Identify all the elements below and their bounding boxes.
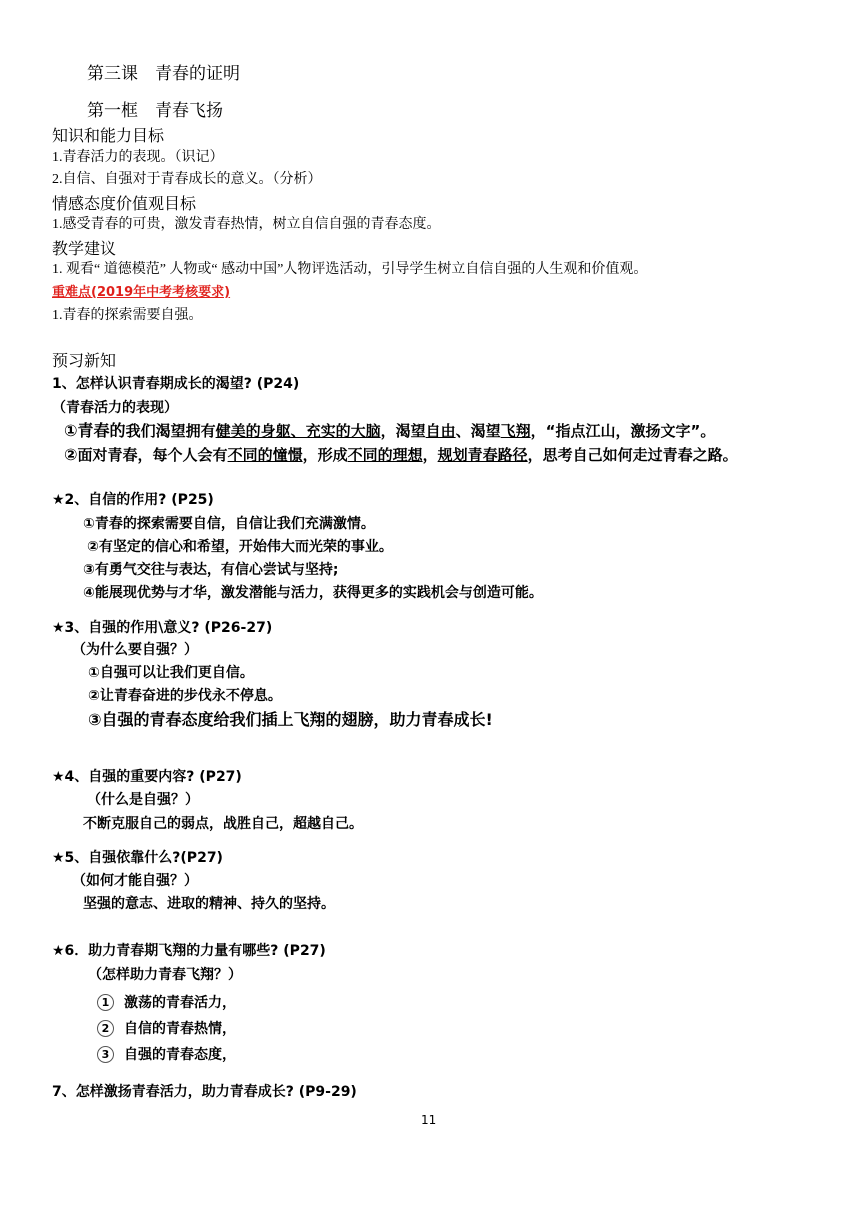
q4-sub: （什么是自强？） bbox=[87, 792, 199, 808]
q4-question: ★4、自强的重要内容? (P27) bbox=[52, 769, 242, 785]
q4-answer: 不断克服自己的弱点，战胜自己，超越自己。 bbox=[83, 816, 363, 832]
key-item-1: 1.青春的探索需要自强。 bbox=[52, 308, 203, 323]
q3-answer-1: ①自强可以让我们更自信。 bbox=[88, 665, 254, 681]
q2-question: ★2、自信的作用? (P25) bbox=[52, 492, 214, 508]
q6-sub: （怎样助力青春飞翔？） bbox=[88, 967, 242, 983]
q2-answer-3: ③有勇气交往与表达，有信心尝试与坚持; bbox=[83, 562, 339, 578]
q2-answer-2: ②有坚定的信心和希望，开始伟大而光荣的事业。 bbox=[87, 539, 393, 555]
page-number: 11 bbox=[421, 1113, 437, 1127]
lesson-title: 第三课 青春的证明 bbox=[87, 64, 240, 84]
preview-heading: 预习新知 bbox=[52, 351, 117, 370]
q2-answer-1: ①青春的探索需要自信，自信让我们充满激情。 bbox=[83, 516, 375, 532]
q1-answer-1: ①青春的我们渴望拥有健美的身躯、充实的大脑，渴望自由、渴望飞翔，“指点江山，激扬文字”。 bbox=[64, 421, 716, 440]
circled-number-icon: 3 bbox=[97, 1046, 114, 1063]
q2-answer-4: ④能展现优势与才华，激发潜能与活力，获得更多的实践机会与创造可能。 bbox=[83, 585, 543, 601]
knowledge-heading: 知识和能力目标 bbox=[52, 126, 165, 145]
q3-sub: （为什么要自强？） bbox=[72, 642, 198, 658]
q5-answer: 坚强的意志、进取的精神、持久的坚持。 bbox=[83, 896, 335, 912]
q6-question: ★6．助力青春期飞翔的力量有哪些? (P27) bbox=[52, 943, 326, 959]
q1-sub: （青春活力的表现） bbox=[52, 400, 178, 416]
knowledge-item-1: 1.青春活力的表现。（识记） bbox=[52, 150, 224, 165]
key-heading: 重难点(2019年中考考核要求) bbox=[52, 285, 231, 300]
emotion-item-1: 1.感受青春的可贵，激发青春热情，树立自信自强的青春态度。 bbox=[52, 217, 441, 232]
q5-sub: （如何才能自强？） bbox=[72, 873, 198, 889]
circled-number-icon: 1 bbox=[97, 994, 114, 1011]
q5-question: ★5、自强依靠什么?(P27) bbox=[52, 850, 223, 866]
q3-answer-2: ②让青春奋进的步伐永不停息。 bbox=[88, 688, 282, 704]
q3-answer-3: ③自强的青春态度给我们插上飞翔的翅膀，助力青春成长! bbox=[88, 710, 493, 729]
q6-item-1: 1 激荡的青春活力， bbox=[97, 994, 236, 1012]
section-title: 第一框 青春飞扬 bbox=[87, 101, 223, 121]
teaching-item-1: 1. 观看“ 道德模范” 人物或“ 感动中国”人物评选活动，引导学生树立自信自强的人生观和价值观。 bbox=[52, 262, 648, 277]
q6-item-3: 3 自强的青春态度， bbox=[97, 1046, 236, 1064]
q3-question: ★3、自强的作用\意义? (P26-27) bbox=[52, 620, 273, 636]
emotion-heading: 情感态度价值观目标 bbox=[52, 194, 197, 213]
teaching-heading: 教学建议 bbox=[52, 239, 117, 258]
q7-question: 7、怎样激扬青春活力，助力青春成长? (P9-29) bbox=[52, 1084, 357, 1100]
circled-number-icon: 2 bbox=[97, 1020, 114, 1037]
q1-question: 1、怎样认识青春期成长的渴望? (P24) bbox=[52, 376, 300, 392]
q1-answer-2: ②面对青春，每个人会有不同的憧憬，形成不同的理想，规划青春路径，思考自己如何走过青春之路。 bbox=[64, 445, 738, 464]
q6-item-2: 2 自信的青春热情， bbox=[97, 1020, 236, 1038]
knowledge-item-2: 2.自信、自强对于青春成长的意义。（分析） bbox=[52, 172, 322, 187]
